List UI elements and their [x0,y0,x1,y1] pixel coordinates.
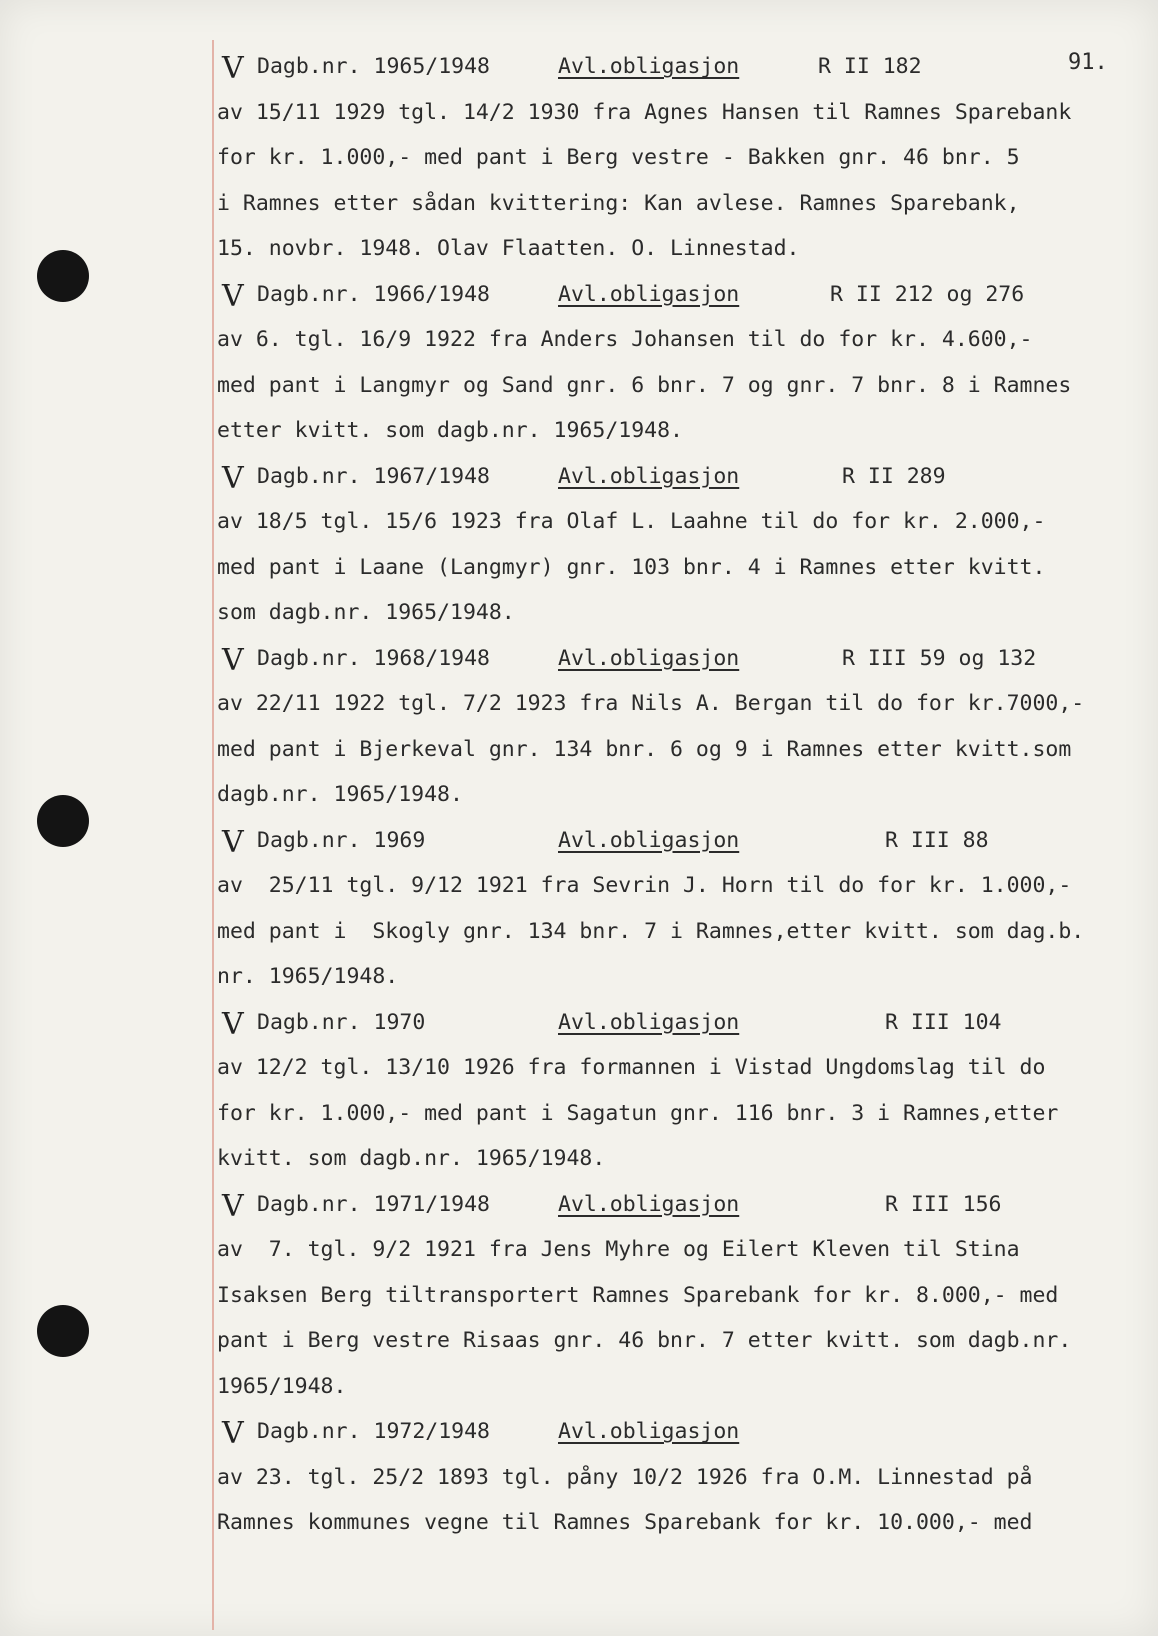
journal-entry [0,1006,1158,1188]
entry-type: Avl.obligasjon [558,1009,740,1035]
checkmark: V [222,460,244,496]
entry-text-line: med pant i Langmyr og Sand gnr. 6 bnr. 7 og gnr. 7 bnr. 8 i Ramnes [217,372,1072,398]
page-number: 91. [1068,50,1108,75]
entry-text-line: av 7. tgl. 9/2 1921 fra Jens Myhre og Eilert Kleven til Stina [217,1237,1020,1262]
entry-text-line: dagb.nr. 1965/1948. [217,782,463,807]
entry-text-line: Ramnes kommunes vegne til Ramnes Sparebank for kr. 10.000,- med [217,1510,1033,1535]
journal-entry [0,460,1158,642]
register-reference: R III 104 [885,1009,1002,1035]
entry-type: Avl.obligasjon [558,1191,740,1217]
entry-header [0,1188,1158,1234]
journal-entry [0,1415,1158,1552]
entry-text-line: av 6. tgl. 16/9 1922 fra Anders Johansen til do for kr. 4.600,- [217,327,1033,352]
journal-entry [0,642,1158,824]
entry-text-line: av 23. tgl. 25/2 1893 tgl. påny 10/2 1926 fra O.M. Linnestad på [217,1464,1033,1490]
entry-text-line: som dagb.nr. 1965/1948. [217,600,515,625]
journal-entry [0,824,1158,1006]
entry-text-line: 1965/1948. [217,1373,347,1399]
entry-text-line: for kr. 1.000,- med pant i Sagatun gnr. 116 bnr. 3 i Ramnes,etter [217,1100,1059,1126]
entry-text-line: i Ramnes etter sådan kvittering: Kan avlese. Ramnes Sparebank, [217,190,1020,216]
entry-text-line: av 22/11 1922 tgl. 7/2 1923 fra Nils A. Bergan til do for kr.7000,- [217,691,1085,716]
register-reference: R II 289 [842,463,946,489]
entry-text-line: 15. novbr. 1948. Olav Flaatten. O. Linnestad. [217,236,800,261]
entry-header [0,1415,1158,1461]
checkmark: V [222,824,244,860]
entry-type: Avl.obligasjon [558,645,740,671]
diary-number: Dagb.nr. 1972/1948 [257,1419,490,1444]
checkmark: V [222,51,244,86]
checkmark: V [222,1416,244,1451]
register-reference: R III 88 [885,827,989,853]
entry-text-line: pant i Berg vestre Risaas gnr. 46 bnr. 7 etter kvitt. som dagb.nr. [217,1328,1072,1353]
journal-entry [0,278,1158,460]
entry-text-line: av 18/5 tgl. 15/6 1923 fra Olaf L. Laahne til do for kr. 2.000,- [217,509,1046,534]
entry-text-line: av 25/11 tgl. 9/12 1921 fra Sevrin J. Horn til do for kr. 1.000,- [217,873,1072,898]
entry-text-line: med pant i Bjerkeval gnr. 134 bnr. 6 og 9 i Ramnes etter kvitt.som [217,736,1072,762]
entry-text-line: kvitt. som dagb.nr. 1965/1948. [217,1146,606,1171]
checkmark: V [222,1006,244,1042]
entry-header [0,1006,1158,1052]
entry-text-line: av 15/11 1929 tgl. 14/2 1930 fra Agnes Hansen til Ramnes Sparebank [217,99,1072,125]
journal-entry [0,50,1158,278]
entry-text-line: med pant i Laane (Langmyr) gnr. 103 bnr. 4 i Ramnes etter kvitt. [217,554,1046,580]
entry-list [0,50,1158,1552]
diary-number: Dagb.nr. 1969 [257,827,426,853]
entry-header [0,278,1158,324]
entry-text-line: Isaksen Berg tiltransportert Ramnes Sparebank for kr. 8.000,- med [217,1282,1059,1308]
entry-type: Avl.obligasjon [558,463,740,489]
entry-type: Avl.obligasjon [558,54,740,79]
register-reference: R III 156 [885,1191,1002,1217]
entry-text-line: med pant i Skogly gnr. 134 bnr. 7 i Ramnes,etter kvitt. som dag.b. [217,918,1085,944]
register-reference: R II 182 [818,54,922,79]
diary-number: Dagb.nr. 1966/1948 [257,281,490,307]
entry-text-line: etter kvitt. som dagb.nr. 1965/1948. [217,418,683,443]
entry-type: Avl.obligasjon [558,281,740,307]
checkmark: V [222,642,244,678]
diary-number: Dagb.nr. 1971/1948 [257,1191,490,1217]
checkmark: V [222,1188,244,1224]
diary-number: Dagb.nr. 1967/1948 [257,463,490,489]
checkmark: V [222,278,244,314]
entry-header [0,460,1158,506]
diary-number: Dagb.nr. 1968/1948 [257,645,490,671]
entry-text-line: nr. 1965/1948. [217,964,399,989]
entry-header [0,50,1158,96]
entry-type: Avl.obligasjon [558,1419,740,1444]
entry-text-line: for kr. 1.000,- med pant i Berg vestre - Bakken gnr. 46 bnr. 5 [217,145,1020,170]
entry-header [0,642,1158,688]
diary-number: Dagb.nr. 1970 [257,1009,426,1035]
diary-number: Dagb.nr. 1965/1948 [257,54,490,79]
entry-type: Avl.obligasjon [558,827,740,853]
journal-entry [0,1188,1158,1416]
register-reference: R III 59 og 132 [842,645,1037,671]
register-reference: R II 212 og 276 [830,281,1025,307]
entry-text-line: av 12/2 tgl. 13/10 1926 fra formannen i Vistad Ungdomslag til do [217,1055,1046,1080]
entry-header [0,824,1158,870]
